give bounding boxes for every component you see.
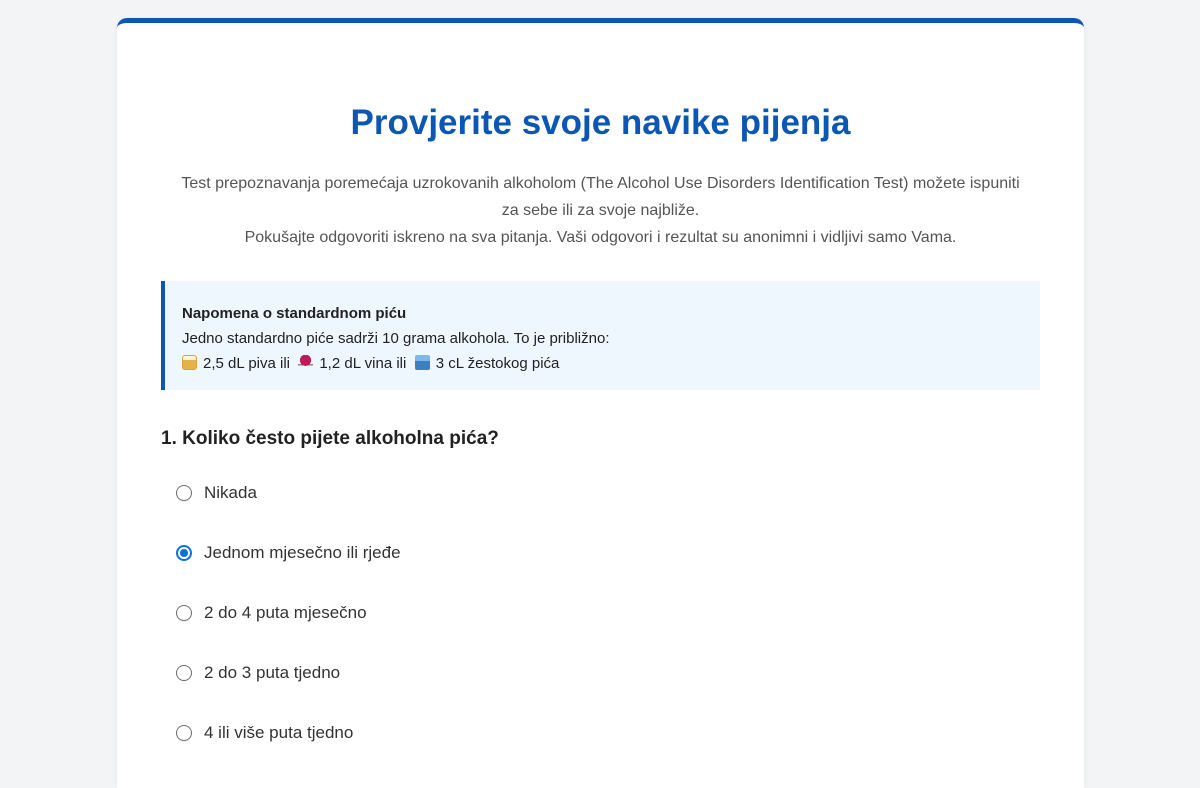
option-label: 4 ili više puta tjedno bbox=[204, 723, 354, 742]
intro-text bbox=[157, 170, 1044, 251]
option-jednom-mjesecno[interactable] bbox=[176, 541, 776, 565]
beer-icon bbox=[182, 355, 197, 370]
question-title: 1. Koliko često pijete alkoholna pića? bbox=[161, 428, 499, 449]
option-2-do-4-mjesecno[interactable] bbox=[176, 601, 776, 625]
intro-line-1: Test prepoznavanja poremećaja uzrokovanih alkoholom (The Alcohol Use Disorders Identification Test) možete ispuniti bbox=[181, 175, 1020, 192]
note-item-wine: 1,2 dL vina ili bbox=[319, 355, 407, 372]
option-label: Jednom mjesečno ili rjeđe bbox=[204, 543, 401, 562]
wine-glass-icon bbox=[298, 355, 313, 370]
option-2-do-3-tjedno[interactable] bbox=[176, 661, 776, 685]
note-item-beer: 2,5 dL piva ili bbox=[203, 355, 290, 372]
intro-line-3: Pokušajte odgovoriti iskreno na sva pitanja. Vaši odgovori i rezultat su anonimni i vidljivi samo Vama. bbox=[244, 229, 957, 246]
intro-line-2: za sebe ili za svoje najbliže. bbox=[501, 202, 700, 219]
option-nikada[interactable] bbox=[176, 481, 776, 505]
page-title: Provjerite svoje navike pijenja bbox=[350, 103, 851, 142]
option-4-ili-vise-tjedno[interactable] bbox=[176, 721, 776, 745]
option-label: 2 do 4 puta mjesečno bbox=[204, 603, 367, 622]
note-text: Jedno standardno piće sadrži 10 grama alkohola. To je približno: bbox=[182, 330, 610, 347]
note-item-spirits: 3 cL žestokog pića bbox=[435, 355, 560, 372]
standard-drink-note bbox=[161, 281, 1040, 390]
radio-button[interactable] bbox=[176, 725, 192, 741]
option-label: Nikada bbox=[204, 483, 257, 502]
spirits-icon bbox=[415, 355, 430, 370]
radio-button-selected[interactable] bbox=[176, 545, 192, 561]
radio-button[interactable] bbox=[176, 665, 192, 681]
answer-options bbox=[176, 481, 776, 781]
note-title: Napomena o standardnom piću bbox=[182, 305, 407, 322]
quiz-card bbox=[117, 18, 1084, 788]
radio-button[interactable] bbox=[176, 605, 192, 621]
note-drink-list bbox=[182, 351, 1040, 376]
option-label: 2 do 3 puta tjedno bbox=[204, 663, 341, 682]
radio-button[interactable] bbox=[176, 485, 192, 501]
